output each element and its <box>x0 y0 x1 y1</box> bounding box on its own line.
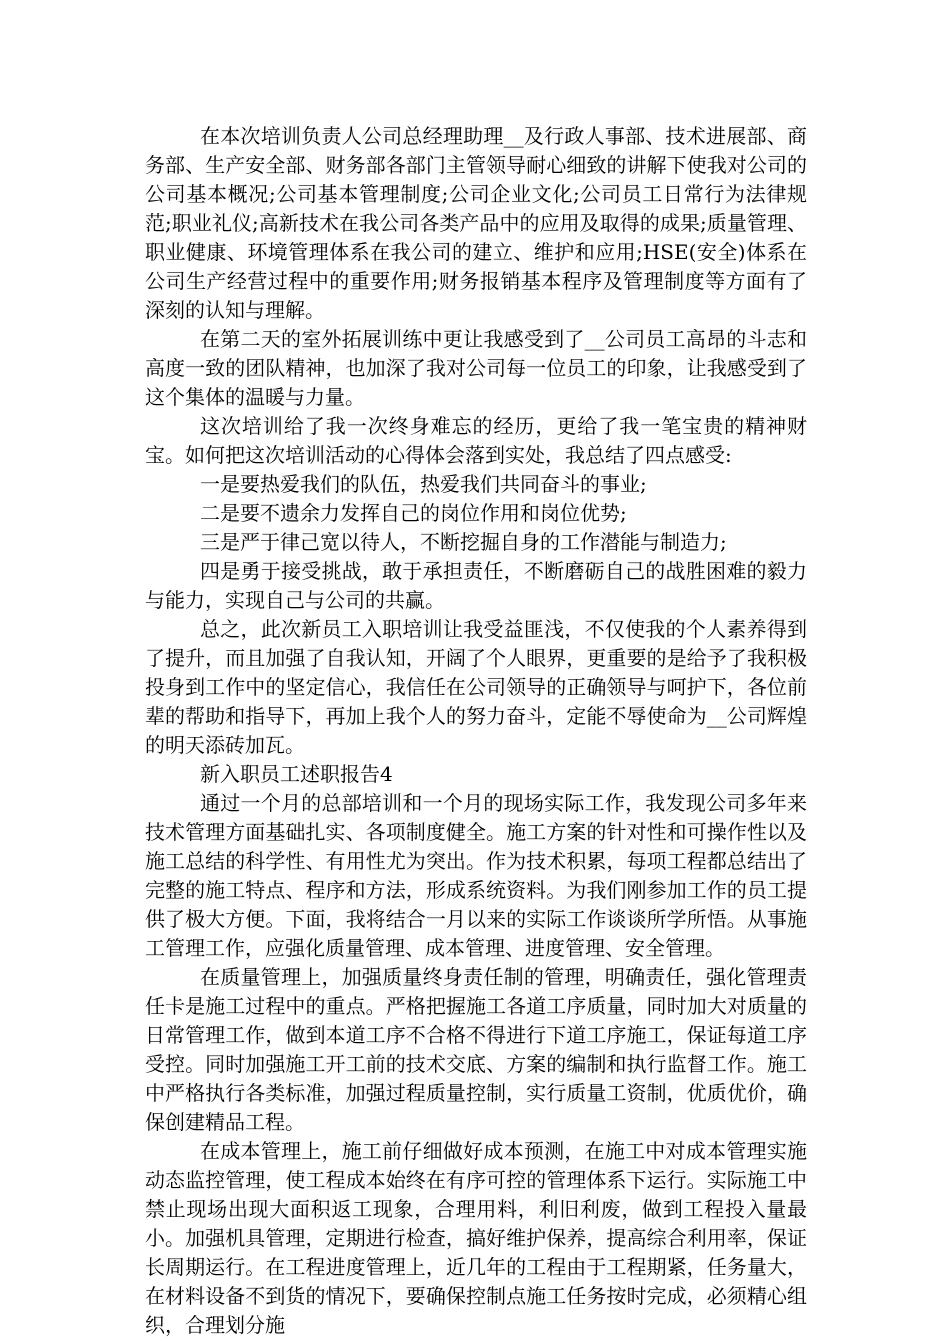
paragraph-training-content: 在本次培训负责人公司总经理助理__及行政人事部、技术进展部、商务部、生产安全部、财务部各部门主管领导耐心细致的讲解下使我对公司的公司基本概况;公司基本管理制度;公司企业文化;公司员工日常行为法律规范;职业礼仪;高新技术在我公司各类产品中的应用及取得的成果;质量管理、职业健康、环境管理体系在我公司的建立、维护和应用;HSE(安全)体系在公司生产经营过程中的重要作用;财务报销基本程序及管理制度等方面有了深刻的认知与理解。 <box>145 124 807 322</box>
paragraph-report-intro: 通过一个月的总部培训和一个月的现场实际工作，我发现公司多年来技术管理方面基础扎实、各项制度健全。施工方案的针对性和可操作性以及施工总结的科学性、有用性尤为突出。作为技术积累，每项工程都总结出了完整的施工特点、程序和方法，形成系统资料。为我们刚参加工作的员工提供了极大方便。下面，我将结合一月以来的实际工作谈谈所学所悟。从事施工管理工作，应强化质量管理、成本管理、进度管理、安全管理。 <box>145 791 807 960</box>
paragraph-point-four: 四是勇于接受挑战，敢于承担责任，不断磨砺自己的战胜困难的毅力与能力，实现自己与公司的共赢。 <box>145 559 807 612</box>
paragraph-point-one: 一是要热爱我们的队伍，热爱我们共同奋斗的事业; <box>200 472 647 496</box>
paragraph-outdoor-training: 在第二天的室外拓展训练中更让我感受到了__公司员工高昂的斗志和高度一致的团队精神，也加深了我对公司每一位员工的印象，让我感受到了这个集体的温暖与力量。 <box>145 327 807 409</box>
document-body <box>145 122 807 1340</box>
section-heading-report-4: 新入职员工述职报告4 <box>200 762 393 786</box>
paragraph-point-two: 二是要不遗余力发挥自己的岗位作用和岗位优势; <box>200 501 627 525</box>
paragraph-cost-management: 在成本管理上，施工前仔细做好成本预测，在施工中对成本管理实施动态监控管理，使工程成本始终在有序可控的管理体系下运行。实际施工中禁止现场出现大面积返工现象，合理用料，利旧利废，做到工程投入量最小。加强机具管理，定期进行检查，搞好维护保养，提高综合利用率，保证长周期运行。在工程进度管理上，近几年的工程由于工程期紧，任务量大，在材料设备不到货的情况下，要确保控制点施工任务按时完成，必须精心组织，合理划分施 <box>145 1139 807 1337</box>
paragraph-experience-summary: 这次培训给了我一次终身难忘的经历，更给了我一笔宝贵的精神财宝。如何把这次培训活动的心得体会落到实处，我总结了四点感受: <box>145 414 807 467</box>
paragraph-point-three: 三是严于律己宽以待人，不断挖掘自身的工作潜能与制造力; <box>200 530 727 554</box>
paragraph-quality-management: 在质量管理上，加强质量终身责任制的管理，明确责任，强化管理责任卡是施工过程中的重点。严格把握施工各道工序质量，同时加大对质量的日常管理工作，做到本道工序不合格不得进行下道工序施工，保证每道工序受控。同时加强施工开工前的技术交底、方案的编制和执行监督工作。施工中严格执行各类标准，加强过程质量控制，实行质量工资制，优质优价，确保创建精品工程。 <box>145 965 807 1134</box>
paragraph-conclusion: 总之，此次新员工入职培训让我受益匪浅，不仅使我的个人素养得到了提升，而且加强了自我认知，开阔了个人眼界，更重要的是给予了我积极投身到工作中的坚定信心，我信任在公司领导的正确领导与呵护下，各位前辈的帮助和指导下，再加上我个人的努力奋斗，定能不辱使命为__公司辉煌的明天添砖加瓦。 <box>145 617 807 757</box>
